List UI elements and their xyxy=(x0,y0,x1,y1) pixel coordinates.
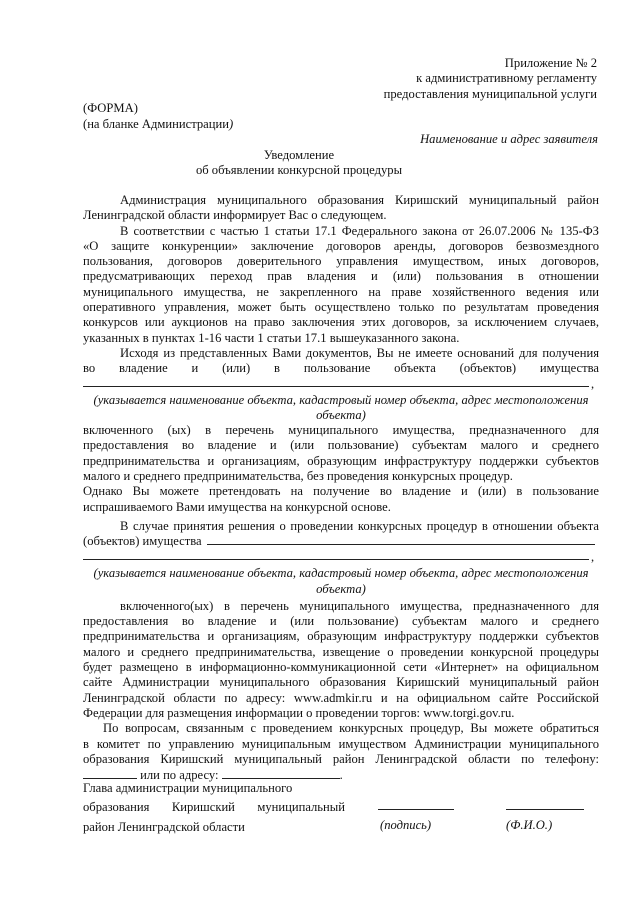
law-line3: пользования, договоров доверительного управления имуществом, иных договоров, xyxy=(83,254,599,269)
name-blank xyxy=(506,809,584,810)
hint2-line1: (указывается наименование объекта, кадастровый номер объекта, адрес местоположения xyxy=(93,566,589,581)
blank-line xyxy=(207,544,595,545)
law-line8: указанных в пунктах 1-16 части 1 статьи 17.1 вышеуказанного закона. xyxy=(83,330,460,345)
questions-line3: образования Киришский муниципальный район Ленинградской области по телефону: xyxy=(83,751,599,766)
title-line2: об объявлении конкурсной процедуры xyxy=(195,163,403,178)
questions-line4: или по адресу: . xyxy=(83,767,599,783)
blank-note: (на бланке Администрации) xyxy=(83,117,234,131)
document-body xyxy=(83,193,599,783)
blank-line xyxy=(83,386,589,387)
applicant-note: Наименование и адрес заявителя xyxy=(420,132,598,146)
hint1-line2: объекта) xyxy=(316,407,366,422)
basis-line2: во владение и (или) в пользование объекта (объектов) имущества xyxy=(83,361,599,376)
included2-line1: включенного(ых) в перечень муниципального имущества, предназначенного для xyxy=(120,598,599,613)
sign-blank xyxy=(378,809,454,810)
included2-line4: малого и среднего предпринимательства, извещение о проведении конкурсной процедуры xyxy=(83,644,599,659)
object-field-2: , xyxy=(83,550,599,565)
intro-line2: Ленинградской области информирует Вас о следующем. xyxy=(83,208,387,223)
law-line4: предусматривающих переход прав владения и (или) пользования в отношении xyxy=(83,269,599,284)
included1-line2: предоставления во владение и (или пользование) субъектам малого и среднего xyxy=(83,438,599,453)
law-line5: муниципального имущества, не закрепленного на праве хозяйственного ведения или xyxy=(83,284,599,299)
included2-line2: предоставления во владение и (или пользование) субъектам малого и среднего xyxy=(83,614,599,629)
questions-line1: По вопросам, связанным с проведением конкурсных процедур, Вы можете обратиться xyxy=(103,721,599,736)
appendix-number: Приложение № 2 xyxy=(504,56,597,70)
hint1-line1: (указывается наименование объекта, кадастровый номер объекта, адрес местоположения xyxy=(93,392,589,407)
decision-line2: (объектов) имущества xyxy=(83,534,599,550)
however-line2: испрашиваемого Вами имущества на конкурсной основе. xyxy=(83,499,391,514)
basis-line1: Исходя из представленных Вами документов, Вы не имеете оснований для получения xyxy=(120,345,599,360)
however-line1: Однако Вы можете претендовать на получение во владение и (или) в пользование xyxy=(83,484,599,499)
form-label: (ФОРМА) xyxy=(83,101,138,115)
law-line7: конкурсов или аукционов на право заключения этих договоров, за исключением случаев, xyxy=(83,315,599,330)
document-title xyxy=(83,148,515,179)
signature-block xyxy=(83,781,345,835)
name-label: (Ф.И.О.) xyxy=(506,818,553,832)
appendix-service: предоставления муниципальной услуги xyxy=(383,86,597,101)
signature-line2: образования Киришский муниципальный xyxy=(83,800,345,815)
included2-line8: Федерации для размещения информации о проведении торгов: www.torgi.gov.ru. xyxy=(83,705,515,720)
decision-line1: В случае принятия решения о проведении конкурсных процедур в отношении объекта xyxy=(120,518,599,533)
signature-line3: район Ленинградской области xyxy=(83,819,245,834)
included2-line3: предпринимательства и организациям, образующим инфраструктуру поддержки субъектов xyxy=(83,629,599,644)
included2-line7: Ленинградской области по адресу: www.admkir.ru и на официальном сайте Российской xyxy=(83,690,599,705)
included1-line3: предпринимательства и организациям, образующим инфраструктуру поддержки субъектов xyxy=(83,453,599,468)
included1-line1: включенного (ых) в перечень муниципального имущества, предназначенного для xyxy=(83,423,599,438)
included2-line6: сайте Администрации муниципального образования Киришский муниципальный район xyxy=(83,675,599,690)
address-blank xyxy=(222,767,340,779)
law-line2: «О защите конкуренции» заключение договоров аренды, договоров безвозмездного xyxy=(83,238,599,253)
blank-line xyxy=(83,559,589,560)
intro-line1: Администрация муниципального образования Киришский муниципальный район xyxy=(120,193,599,207)
signature-line1: Глава администрации муниципального xyxy=(83,781,293,795)
included2-line5: будет размещено в информационно-коммуникационной сети «Интернет» на официальном xyxy=(83,660,599,675)
questions-line2: в комитет по управлению муниципальным имуществом Администрации муниципального xyxy=(83,736,599,751)
sign-label: (подпись) xyxy=(380,818,432,832)
law-line1: В соответствии с частью 1 статьи 17.1 Федерального закона от 26.07.2006 № 135-ФЗ xyxy=(120,223,599,238)
appendix-regulation: к административному регламенту xyxy=(416,71,597,86)
included1-line4: малого и среднего предпринимательства, без проведения конкурсных процедур. xyxy=(83,469,513,484)
phone-blank xyxy=(83,767,137,779)
object-field-1: , xyxy=(83,377,599,392)
hint2-line2: объекта) xyxy=(316,581,366,596)
law-line6: оперативного управления, может быть осуществлено только по результатам проведения xyxy=(83,300,599,315)
appendix-header xyxy=(300,56,597,102)
title-line1: Уведомление xyxy=(263,148,335,162)
